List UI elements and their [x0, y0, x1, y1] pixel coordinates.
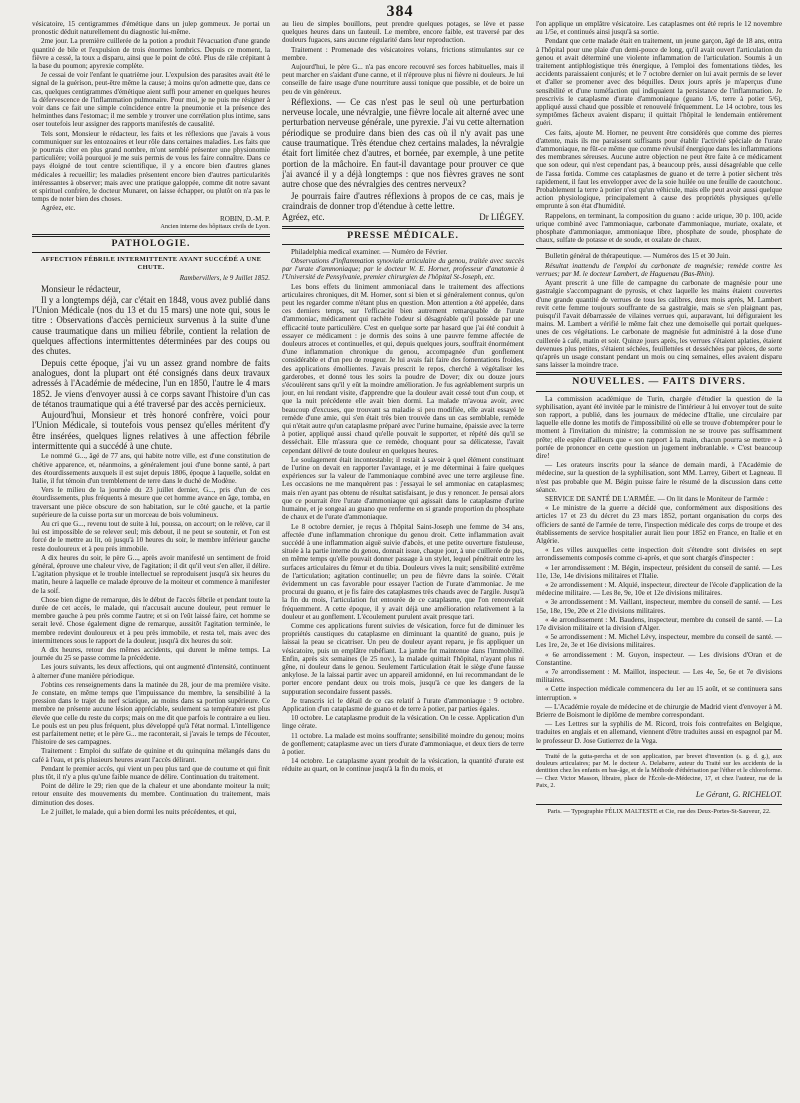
book-notice: Traité de la gutta-percha et de son application, par brevet d'invention (s. g. d. g.), aux douleurs articulaires; par M. le docteur A. Delabarre, auteur du Traité sur les accidents de la dentition chez les enfants en bas-âge, et de la Méthode d'éthérisation par l'éther et le chloroforme. — Chez Victor Masson, libraire, place de l'École-de-Médecine, 17, et chez l'auteur, rue de la Paix, 2.	[536, 752, 782, 790]
divider	[282, 226, 524, 229]
paragraph-large: Aujourd'hui, Monsieur et très honoré confrère, voici pour l'Union Médicale, si toutefois vous pensez qu'elles méritent d'y être insérées, quelques lignes relatives à une affection fébrile intermittente qui a succédé à une chute.	[32, 410, 270, 452]
divider	[282, 244, 524, 245]
paragraph: Ces faits, ajoute M. Horner, ne peuvent être considérés que comme des pierres d'attente, mais ils me paraissent suffisants pour établir l'activité spéciale de l'urate d'ammoniaque, ne fût-ce même que comme révulsif énergique dans les inflammations des membranes séreuses. Aucune autre objection ne peut être faite à ce médicament que son odeur, qui n'est cependant pas, à beaucoup près, aussi désagréable que celle de l'assa fœtida. Comme ces cataplasmes de guano et de terre à potier sèchent très rapidement, il faut les envelopper avec de la soie huilée ou une feuille de caoutchouc. Probablement la terre à potier n'est qu'un véhicule, mais elle peut avoir aussi quelque action physiologique, principalement à cause des propriétés physiques qu'elle emprunte à son état d'humidité.	[536, 128, 782, 211]
paragraph: Point de délire le 29; rien que de la chaleur et une abondante moiteur la nuit; retour ensuite des mouvements du membre. Continuation du traitement, mais diminution des doses.	[32, 782, 270, 807]
author-signature: ROBIN, D.-M. P.	[220, 214, 270, 223]
divider	[536, 391, 782, 392]
paragraph: Traitement : Promenade des vésicatoires volans, frictions stimulantes sur ce membre.	[282, 45, 524, 62]
paragraph: Aujourd'hui, le père G... n'a pas encore recouvré ses forces habituelles, mais il peut marcher en s'aidant d'une canne, et il n'éprouve plus ni fièvre ni douleurs. Je lui conseille de faire usage d'une nourriture aussi tonique que possible, et de boire un peu de vin généreux.	[282, 63, 524, 96]
paragraph-large: Je pourrais faire d'autres réflexions à propos de ce cas, mais je craindrais de donner trop d'étendue à cette lettre.	[282, 190, 524, 211]
dateline: Rambervillers, le 9 Juillet 1852.	[179, 273, 270, 282]
paragraph: Tels sont, Monsieur le rédacteur, les faits et les réflexions que j'avais à vous communiquer sur les entozoaires et leur rôle dans certaines maladies. Les faits que je pourrais citer en plus grand nombre, m'ont semblé présenter une physionomie particulière; voilà pourquoi je me suis permis de vous les faire connaître. Dans ce pays éloigné de tout centre scientifique, il y a encore bien d'autres glanes médicales à recueillir; les maladies présentent encore bien d'autres particularités intéressantes à observer; mais avec une pratique galoppée, comme dit notre savant et spirituel confrère, le docteur Munaret, on laisse échapper, ou plutôt on n'a pas le temps de noter bien des choses.	[32, 129, 270, 204]
paragraph: Rappelons, en terminant, la composition du guano : acide urique, 30 p. 100, acide urique combiné avec l'ammoniaque, carbonate d'ammoniaque, muriate, oxalate, et phosphate d'ammoniaque, ammoniaque libre, phosphate de soude, phosphate de chaux, sulfate de potasse et de soude, et oxalate de chaux.	[536, 211, 782, 245]
paragraph: « Les villes auxquelles cette inspection doit s'étendre sont divisées en sept arrondissements composés comme ci-après, et que sont chargés d'inspecter :	[536, 546, 782, 563]
paragraph: 11 octobre. La malade est moins souffrante; sensibilité moindre du genou; moins de gonflement; cataplasme avec un tiers d'urate d'ammoniaque, et deux tiers de terre à potier.	[282, 731, 524, 756]
closing-line: Agréez, etc.	[41, 204, 76, 213]
paragraph: Les jours suivants, les deux affections, qui ont augmenté d'intensité, continuent à alterner d'une manière périodique.	[32, 663, 270, 680]
column-3	[536, 20, 782, 1080]
paragraph: « 6e arrondissement : M. Guyon, inspecteur. — Les divisions d'Oran et de Constantine.	[536, 650, 782, 667]
paragraph: Comme ces applications furent suivies de vésication, force fut de diminuer les propriétés caustiques du cataplasme en diminuant la quantité de guano, puis je laissai la peau se cicatriser. Un peu de douleur ayant reparu, je fis appliquer un vésicatoire, puis un emplâtre rubéfiant. La jambe fut maintenue dans l'immobilité. Enfin, après six semaines (le 25 nov.), la malade quittait l'hôpital, n'ayant plus ni gêne, ni douleur dans le genou. Seulement l'articulation était le siège d'une fausse ankylose. Je la laissai partir avec un appareil amidonné, en lui recommandant de le porter encore pendant deux ou trois mois, jusqu'à ce que les dangers de la suppuration secondaire fussent passés.	[282, 621, 524, 696]
paragraph-large: Depuis cette époque, j'ai vu un assez grand nombre de faits analogues, dont la plupart ont été consignés dans deux travaux adressés à l'Académie de médecine, l'un en 1850, l'autre le 4 mars 1852. Je viens d'envoyer aussi à ce corps savant l'histoire d'un cas de tétanos traumatique qui a été traversé par des accès pernicieux.	[32, 357, 270, 409]
paragraph: Le 2 juillet, le malade, qui a bien dormi les nuits précédentes, et qui,	[41, 807, 237, 816]
closing-row	[282, 212, 524, 223]
divider	[32, 252, 270, 253]
paragraph: « Cette inspection médicale commencera du 1er au 15 août, et se continuera sans interruption. »	[536, 685, 782, 702]
author-title: Ancien interne des hôpitaux civils de Lyon.	[160, 222, 270, 230]
paragraph: Le nommé G..., âgé de 77 ans, qui habite notre ville, est d'une constitution de chétive apparence, et, néanmoins, a généralement joui d'une bonne santé, à part des étourdissements auxquels il est sujet depuis 1806, époque à laquelle, soldat en Italie, il fut témoin d'un tremblement de terre dans le duché de Modène.	[32, 452, 270, 485]
paragraph: Chose bien digne de remarque, dès le début de l'accès fébrile et pendant toute la durée de cet accès, le malade, qui n'accusait aucune douleur, peut remuer le membre gauche à peu près comme l'autre; et si on l'eût laissé faire, cet homme se serait levé. Chose également digne de remarque, aussitôt l'agitation terminée, le membre redevint douloureux et à peu près immobile, et resta tel, mais avec des intermittences sous le rapport de la douleur, jusqu'à dix heures du soir.	[32, 595, 270, 645]
divider	[536, 804, 782, 805]
paragraph: Ayant prescrit à une fille de campagne du carbonate de magnésie pour une gastralgie s'accompagnant de pyrosis, et chez laquelle les mains étaient couvertes d'une grande quantité de verrues de tous les calibres, deux mois après, M. Lambert revit cette femme toujours souffrante de sa gastralgie, mais se s'en plaignant pas, puisqu'il l'avait débarrassée de vilaines verrues qui, auparavant, lui défiguraient les mains. M. Lambert a vérifié le même fait chez une demoiselle qui portait quelques-unes de ces végétations. Le carbonate de magnésie fut administré à la dose d'une cuillerée à café, matin et soir. Quinze jours après, les verrues s'étaient aplaties, étaient devenues plus petites, s'étaient séchées, feuillettées et desséchées par pièces, de sorte qu'après un usage constant pendant un mois ou cinq semaines, elles avaient disparu sans laisser la moindre trace.	[536, 279, 782, 370]
paragraph: Le 8 octobre dernier, je reçus à l'hôpital Saint-Joseph une femme de 34 ans, affectée d'une inflammation chronique du genou droit. Cette inflammation avait succédé à une inflammation aiguë suivie d'abcès, et une petite ouverture fistuleuse, située à la partie interne du genou, donnait issue, chaque jour, à une cuillerée de pus, en même temps qu'elle pouvait donner passage à un stylet, lequel pénétrait entre les surfaces articulaires du fémur et du tibia. Douleurs vives la nuit; sensibilité extrême de l'articulation; agitation continuelle; un peu de fièvre dans la soirée. C'était évidemment un cas favorable pour essayer l'action de l'urate d'ammoniac. Je me procurai du guano, et je fis faire des cataplasmes très chauds avec de l'argile. Jusqu'à la fin du mois, l'articulation fut entourée de ce cataplasme, que l'on renouvelait fréquemment. A cette époque, il y avait déjà une amélioration relativement à la douleur et au gonflement. L'écoulement purulent avait presque tari.	[282, 522, 524, 621]
paragraph: Je cessai de voir l'enfant le quatrième jour. L'expulsion des parasites avait été le signal de la guérison, peut-être même la cause; à moins qu'on admette que, dans ce cas, quelques centigrammes d'émétique aient suffi pour amener en quelques heures la défervescence de l'inflammation pulmonaire. Pour moi, je ne puis me résigner à voir dans ce fait une simple coïncidence entre la pneumonie et la présence des helminthes dans l'estomac; il me semble y trouver une corrélation plus intime, sans oser toutefois leur assigner des rapports manifestés de causalité.	[32, 71, 270, 129]
paragraph: 2me jour. La première cuillerée de la potion a produit l'évacuation d'une grande quantité de bile et l'expulsion de trois énormes lombrics. Depuis ce moment, la fièvre a cessé, la toux a disparu, ainsi que le point de côté. Plus de râle crépitant à la base du poumon; apyrexie complète.	[32, 37, 270, 71]
divider	[536, 372, 782, 375]
paragraph: SERVICE DE SANTÉ DE L'ARMÉE. — On lit dans le Moniteur de l'armée :	[545, 494, 768, 503]
column-1	[32, 20, 270, 1080]
divider	[32, 234, 270, 237]
printer-colophon: Paris. — Typographie FÉLIX MALTESTE et Cie, rue des Deux-Portes-St-Sauveur, 22.	[547, 807, 771, 815]
paragraph: Le soulagement était incontestable; il restait à savoir à quel élément constituant de l'urine on devait en rapporter l'avantage, et je me déterminai à faire quelques expériences sur la valeur de l'ammoniaque combiné avec une terre argileuse fine. Les occasions ne me manquèrent pas : j'essayai le sel ammoniac en cataplasmes; mais n'en ayant pas obtenu de résultat satisfaisant, je dus y renoncer. Je pensai alors que ce pourrait être l'urate d'ammoniaque qui agissait dans le cataplasme d'urine humaine, et je songeai au guano que renferme en si grande proportion du phosphate de chaux et de l'urate d'ammoniaque.	[282, 455, 524, 522]
paragraph-large: Réflexions. — Ce cas n'est pas le seul où une perturbation nerveuse locale, une névralgie, une fièvre locale ait alterné avec une perturbation nerveuse générale, une pyrexie. J'ai vu cette alternation périodique se produire dans bien des cas où il n'y avait pas une cause traumatique. Très étendue chez certains malades, la névralgie était fort limitée chez d'autres, et bornée, par exemple, à une petite portion de la mâchoire. En faut-il davantage pour prouver ce que j'ai avancé il y a déjà longtemps : que nos fièvres graves ne sont autre chose que des névralgies des centres nerveux?	[282, 96, 524, 190]
closing-line: Agréez, etc.	[282, 212, 325, 223]
section-title-nouvelles: NOUVELLES. — FAITS DIVERS.	[572, 376, 746, 388]
paragraph: « Le ministre de la guerre a décidé que, conformément aux dispositions des articles 17 et 23 du décret du 23 mars 1852, portant organisation du corps des officiers de santé de l'armée de terre, l'inspection médicale des corps de troupe et des établissements de service hospitalier aurait lieu pour 1852 en France, en Italie et en Algérie.	[536, 504, 782, 545]
paragraph: Traitement : Emploi du sulfate de quinine et du quinquina mélangés dans du café à l'eau, et pris plusieurs heures avant l'accès délirant.	[32, 747, 270, 764]
paragraph: — Les Lettres sur la syphilis de M. Ricord, trois fois contrefaites en Belgique, traduites en anglais et en allemand, viennent d'être traduites aussi en espagnol par M. le professeur D. Jose Gutierrez de la Vega.	[536, 720, 782, 745]
paragraph: A dix heures, retour des mêmes accidents, qui durent le même temps. La journée du 25 se passe comme la précédente.	[32, 646, 270, 663]
paragraph: Les bons effets du liniment ammoniacal dans le traitement des affections articulaires chroniques, dit M. Horner, sont si bien et si généralement connus, qu'on peut les regarder comme n'étant plus en question. Mon attention a été appelée, dans ces derniers temps, sur l'efficacité bien autrement remarquable de l'urate d'ammoniac, médicament qui rachète l'odeur si désagréable qu'il possède par une efficacité toute particulière. C'est en quelque sorte par hasard que j'ai été conduit à essayer ce médicament : je dormis des soins à une pauvre femme affectée de douleurs atroces et continuelles, et qui, depuis quelques jours, souffrait énormément d'une inflammation chronique du genou, accompagnée d'un gonflement considérable et d'un peu de rougeur. Je lui avais fait faire des fomentations froides, des applications émollientes. J'avais prescrit le repos, cherché à végétaliser les garderobes, et donné tous les soirs la poudre de Dover; dix ou douze jours s'écoulèrent sans qu'il y eût la moindre amélioration. Je fus agréablement surpris un jour, en lui rendant visite, d'apprendre que la douleur avait cessé tout d'un coup, et que la nuit précédente elle avait bien dormi. La malade m'avoua avoir, avec beaucoup d'excuses, que trouvant sa maladie si peu modifiée, elle avait essayé le remède d'une amie, qui s'en était très bien trouvée dans un cas semblable, remède qui n'était autre qu'un cataplasme préparé avec l'urine humaine, épaissie avec la terre à potier, appliqué aussi chaud qu'elle pouvait le supporter, et répété dès qu'il se desséchait. Elle m'assura que ce remède, choquant pour sa délicatesse, l'avait cependant délivré de toute douleur en quelques heures.	[282, 282, 524, 455]
paragraph: Vers le milieu de la journée du 23 juillet dernier, G..., pris d'un de ces étourdissements, plus fréquents à mesure que cet homme avance en âge, tomba, en traversant une pièce obscure de son habitation, sur le côté gauche, et la partie supérieure de la cuisse porta sur un morceau de bois volumineux.	[32, 486, 270, 519]
article-title: AFFECTION FÉBRILE INTERMITTENTE AYANT SUCCÉDÉ A UNE CHUTE.	[40, 256, 262, 272]
paragraph: La commission académique de Turin, chargée d'étudier la question de la syphilisation, ayant été invitée par le ministre de l'intérieur à lui envoyer tout de suite son rapport, a publié, dans les journaux de médecine d'Italie, une circulaire par laquelle elle donne les motifs de l'impossibilité où elle se trouve d'obtempérer pour le moment à l'invitation du ministre; la commission ne se trouve pas suffisamment prête; elle espère d'ailleurs que « son rapport à la main, chacun pourra se mettre « à portée de prononcer en cette question un jugement inébranlable. » C'est beaucoup dire!	[536, 394, 782, 460]
divider	[536, 248, 782, 249]
journal-heading: Philadelphia medical examiner. — Numéro de Février.	[291, 247, 448, 256]
paragraph: Au cri que G..., revenu tout de suite à lui, poussa, on accourt; on le relève, car il lui est impossible de se relever seul; mis debout, il ne peut se soutenir, et l'on est forcé de le mettre au lit, où jusqu'à 10 heures du soir, le membre inférieur gauche reste douloureux et à peu près immobile.	[32, 519, 270, 553]
gerant-signature: Le Gérant, G. RICHELOT.	[695, 790, 782, 800]
article-heading: Observations d'inflammation synoviale articulaire du genou, traitée avec succès par l'urate d'ammoniaque; par le docteur W. E. Horner, professeur d'anatomie à l'Université de Pensylvanie, premier chirurgien de l'hôpital St-Joseph, etc.	[282, 257, 524, 282]
paragraph: vésicatoire, 15 centigrammes d'émétique dans un julep gommeux. Je portai un pronostic déduit naturellement du diagnostic lui-même.	[32, 20, 270, 37]
journal-heading: Bulletin général de thérapeutique. — Numéros des 15 et 30 Juin.	[545, 252, 731, 261]
paragraph: A dix heures du soir, le père G..., après avoir manifesté un sentiment de froid général, éprouve une chaleur vive, de l'agitation; il dit qu'il veut s'en aller, il délire. L'agitation physique et le trouble intellectuel se reproduisent jusqu'à six heures du matin, heure à laquelle ce malade éprouve de la moiteur et commence à manifester de la soif.	[32, 553, 270, 595]
paragraph-large: Il y a longtemps déjà, car c'était en 1848, vous avez publié dans l'Union Médicale (nos du 13 et du 15 mars) une note qui, sous le titre : Observations d'accès pernicieux survenus à la suite d'une cause traumatique dans un milieu fébrile, contient la relation de quelques affections intermittentes déterminées par des coups ou des chutes.	[32, 294, 270, 357]
paragraph: J'obtins ces renseignements dans la matinée du 28, jour de ma première visite. Je constate, en même temps que l'impuissance du membre, la sensibilité à la pression dans le trajet du nerf sciatique, au moins dans sa portion supérieure. Ce membre ne présente aucune lésion appréciable, seulement sa température est plus élevée que celle du reste du corps; mais on me dit que parfois le contraire a eu lieu. Le pouls est un peu plus fréquent, plus développé qu'à l'état normal. L'intelligence est parfaitement nette; et le père G... me raconterait, si j'avais le temps de l'écouter, l'histoire de ses campagnes.	[32, 680, 270, 747]
paragraph: 10 octobre. Le cataplasme produit de la vésication. On le cesse. Application d'un linge cérate.	[282, 714, 524, 731]
paragraph: « 1er arrondissement : M. Bégin, inspecteur, président du conseil de santé. — Les 11e, 13e, 14e divisions militaires et l'Italie.	[536, 563, 782, 580]
paragraph: 14 octobre. Le cataplasme ayant produit de la vésication, la quantité d'urate est réduite au quart, on le continue jusqu'à la fin du mois, et	[282, 757, 524, 774]
paragraph: Je transcris ici le détail de ce cas relatif à l'urate d'ammoniaque : 9 octobre. Application d'un cataplasme de guano et de terre à potier, par parties égales.	[282, 696, 524, 713]
paragraph: « 7e arrondissement : M. Maillot, inspecteur. — Les 4e, 5e, 6e et 7e divisions militaires.	[536, 668, 782, 685]
paragraph: « 3e arrondissement : M. Vaillant, inspecteur, membre du conseil de santé. — Les 15e, 18e, 19e, 20e et 21e divisions militaires.	[536, 598, 782, 615]
paragraph: « 5e arrondissement : M. Michel Lévy, inspecteur, membre du conseil de santé. — Les 1re, 2e, 3e et 16e divisions militaires.	[536, 633, 782, 650]
paragraph: — Les orateurs inscrits pour la séance de demain mardi, à l'Académie de médecine, sur la question de la syphilisation, sont MM. Larrey, Gibert et Lagneau. Il n'est pas probable que M. Bégin puisse faire le résumé de la discussion dans cette séance.	[536, 461, 782, 494]
section-title-pathologie: PATHOLOGIE.	[111, 238, 191, 250]
paragraph: « 2e arrondissement : M. Alquié, inspecteur, directeur de l'école d'application de la médecine militaire. — Les 8e, 9e, 10e et 12e divisions militaires.	[536, 581, 782, 598]
paragraph: « 4e arrondissement : M. Baudens, inspecteur, membre du conseil de santé. — La 17e division militaire et la division d'Alger.	[536, 615, 782, 633]
author-signature: Dr LIÉGEY.	[479, 212, 524, 223]
paragraph: — L'Académie royale de médecine et de chirurgie de Madrid vient d'envoyer à M. Brierre de Boismont le diplôme de membre correspondant.	[536, 702, 782, 720]
section-title-presse-medicale: PRESSE MÉDICALE.	[347, 229, 459, 241]
page-number: 384	[386, 3, 414, 20]
paragraph: Pendant que cette malade était en traitement, un jeune garçon, âgé de 18 ans, entra à l'hôpital pour une plaie d'un demi-pouce de long, qu'il avait ouvert l'articulation du genou et avait déterminé une violente inflammation de l'articulation. Soumis à un traitement antiphlogistique très énergique, à l'emploi des fomentations tièdes, les accidents paraissaient conjurés; et le 7 octobre dernier on lui avait permis de se lever et d'aller se promener avec des béquilles. Deux jours après je m'aperçus d'une sensibilité et d'une tuméfaction qui indiquaient la persistance de l'inflammation. Je prescrivis le cataplasme d'urate d'ammoniaque (guano 1/6, terre à potier 5/6), appliqué aussi chaud que possible et renouvelé fréquemment. Le 14 octobre, tous les symptômes fâcheux avaient disparu; il quittait l'hôpital le lendemain entièrement guéri.	[536, 37, 782, 128]
column-2	[282, 20, 524, 1080]
paragraph: Pendant le premier accès, qui vient un peu plus tard que de coutume et qui finit plus tôt, il n'y a plus qu'une faible nuance de délire. Continuation du traitement.	[32, 764, 270, 782]
salutation: Monsieur le rédacteur,	[41, 283, 121, 294]
article-heading: Résultat inattendu de l'emploi du carbonate de magnésie; remède contre les verrues; par M. le docteur Lambert, de Haguenau (Bas-Rhin).	[536, 261, 782, 278]
paragraph: au lieu de simples bouillons, peut prendre quelques potages, se lève et passe quelques heures dans un fauteuil. Le membre, encore faible, est traversé par des douleurs fugaces, sans aucune régularité dans leur reproduction.	[282, 20, 524, 45]
paragraph: l'on applique un emplâtre vésicatoire. Les cataplasmes ont été repris le 12 novembre au 1/5e, et continués ainsi jusqu'à sa sortie.	[536, 20, 782, 37]
divider	[536, 749, 782, 750]
